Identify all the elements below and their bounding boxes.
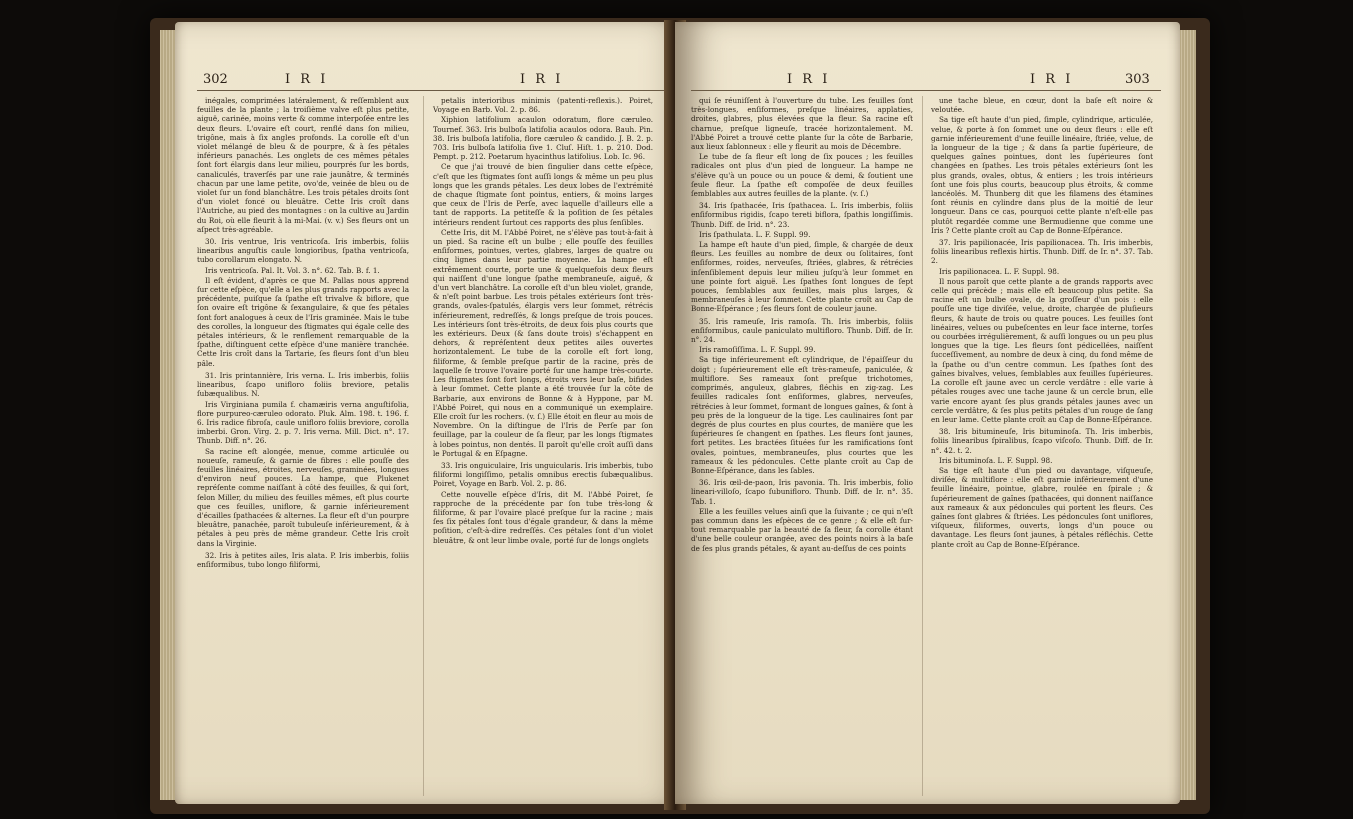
entry-heading: 36. Iris œil-de-paon, Iris pavonia. Th. Iris imberbis, folio lineari-villoſo, ſcapo ſubunifloro. Thunb. Diff. de Ir. n°. 35. Tab. 1. <box>691 478 913 506</box>
paragraph: La hampe eſt haute d'un pied, ſimple, & chargée de deux fleurs. Les feuilles au nombre de deux ou ſolitaires, ſont enſiformes, roides, nerveuſes, ſtriées, glabres, & rétrécies inſenſiblement depuis leur milieu juſqu'à leur ſommet en une pointe fort aiguë. Les ſpathes ſont longues de ſept pouces, ſemblables aux feuilles, mais plus larges, & membraneuſes à leur ſommet. Cette plante croît au Cap de Bonne-Eſpérance ; ſes fleurs ſont de couleur jaune. <box>691 240 913 314</box>
left-page <box>175 22 695 804</box>
running-head: I R I <box>787 72 831 87</box>
entry-heading: 37. Iris papilionacée, Iris papilionacea. Th. Iris imberbis, foliis linearibus reflexis hirtis. Thunb. Diff. de Ir. n°. 37. Tab. 2. <box>931 238 1153 266</box>
running-head: I R I <box>1030 72 1074 87</box>
paragraph: Sa racine eſt alongée, menue, comme articulée ou noueuſe, rameuſe, & garnie de fibres : elle pouſſe des feuilles linéaires, étroites, nerveuſes, graminées, longues d'environ neuf pouces. La hampe, que Plukenet repréſente comme naiſſant à côté des feuilles, & qui ſort, ſelon Miller, du milieu des feuilles mêmes, eſt plus courte que ces feuilles, uniflore, & garnie inférieurement d'écailles ſpathacées & alternes. La fleur eſt d'un pourpre bleuâtre, panachée, paroît tubuleuſe inférieurement, & à pétales à peu près de même grandeur. Cette Iris croît dans la Virginie. <box>197 446 409 548</box>
text-column-1 <box>691 96 913 554</box>
page-number: 302 <box>203 72 228 87</box>
paragraph: inégales, comprimées latéralement, & reſſemblent aux feuilles de la plante ; la troiſième valve eſt plus petite, aiguë, carinée, moins verte & comme interpoſée entre les deux fleurs. L'ovaire eſt court, renflé dans ſon milieu, trigône, mais à ſix angles profonds. La corolle eſt d'un violet mélangé de bleu & de pourpre, & à ſes pétales inférieurs panachés. Les onglets de ces mêmes pétales ſont fort élargis dans leur milieu, pourprés ſur les bords, canaliculés, traverſés par une raie jaunâtre, & terminés chacun par une lame petite, ovo'de, veinée de bleu ou de violet ſur un fond blanchâtre. Les trois pétales droits ſont d'un violet foncé ou bleuâtre. Cette Iris croît dans l'Autriche, au pied des montagnes : on la cultive au Jardin du Roi, où elle fleurit à la mi-Mai. (v. v.) Ses fleurs ont un aſpect très-agréable. <box>197 96 409 234</box>
text-column-1 <box>197 96 409 570</box>
synonym: Iris bituminoſa. L. F. Suppl. 98. <box>939 455 1053 465</box>
running-head: I R I <box>520 72 564 87</box>
text-column-2 <box>433 96 653 546</box>
paragraph: qui ſe réuniſſent à l'ouverture du tube. Les feuilles ſont très-longues, enſiformes, preſque linéaires, applaties, droites, glabres, plus élevées que la fleur. Sa racine eſt charnue, preſque ligneuſe, tracée horizontalement. M. l'Abbé Poiret a trouvé cette plante ſur la côte de Barbarie, aux lieux ſablonneux : elle y fleurit au mois de Décembre. <box>691 96 913 152</box>
entry-heading: 32. Iris à petites ailes, Iris alata. P. Iris imberbis, foliis enſiformibus, tubo longo filiformi, <box>197 550 409 569</box>
paragraph: Cette Iris, dit M. l'Abbé Poiret, ne s'élève pas tout-à-fait à un pied. Sa racine eſt un bulbe ; elle pouſſe des feuilles enſiformes, pointues, vertes, glabres, larges de quatre ou cinq lignes dans leur partie moyenne. La hampe eſt extrêmement courte, porte une & quelquefois deux fleurs qui naiſſent d'une longue ſpathe membraneuſe, aiguë, & d'un vert blanchâtre. La corolle eſt d'un bleu violet, grande, & n'eſt point barbue. Les trois pétales extérieurs ſont très-grands, ovales-ſpatulés, élargis vers leur ſommet, rétrécis inférieurement, redreſſés, & longs preſque de trois pouces. Les intérieurs ſont très-étroits, de deux fois plus courts que les extérieurs. Deux (& ſans doute trois) s'échappent en dehors, & repréſentent deux petites ailes ouvertes horizontalement. Le tube de la corolle eſt fort long, filiforme, & ſemble preſque partir de la racine, près de laquelle ſe trouve l'ovaire porté ſur une hampe très-courte. Les ſtigmates ſont fort longs, étroits vers leur baſe, bifides à leur ſommet. Cette plante a été trouvée ſur la côte de Barbarie, aux environs de Bonne & à Hyppone, par M. l'Abbé Poiret, qui nous en a communiqué un exemplaire. Elle croît ſur les rochers. (v. ſ.) Elle étoit en fleur au mois de Novembre. On la diſtingue de l'Iris de Perſe par ſon feuillage, par la couleur de ſa fleur, par les longs ſtigmates à lobes pointus, non dentés. Il paroît qu'elle croît auſſi dans le Portugal & en Eſpagne. <box>433 227 653 458</box>
running-head: I R I <box>285 72 329 87</box>
synonym: Iris ramoſiſſima. L. F. Suppl. 99. <box>699 345 816 355</box>
paragraph: petalis interioribus minimis (patenti-reflexis.). Poiret, Voyage en Barb. Vol. 2. p. 86. <box>433 96 653 115</box>
paragraph: Il nous paroît que cette plante a de grands rapports avec celle qui précède ; mais elle eſt beaucoup plus petite. Sa racine eſt un bulbe ovale, de la groſſeur d'un pois : elle pouſſe une tige diviſée, velue, droite, chargée de pluſieurs fleurs, & haute de trois ou quatre pouces. Les feuilles ſont linéaires, velues ou pubeſcentes en leur face interne, torſes ou courbées irrégulièrement, & auſſi longues ou un peu plus longues que la tige. Les fleurs ſont pédicellées, naiſſent ſucceſſivement, au nombre de deux à cinq, du fond même de la ſpathe ou d'un centre commun. Les ſpathes ſont des gaînes bivalves, velues, ſemblables aux feuilles ſupérieures. La corolle eſt jaune avec un cercle verdâtre : elle varie à pétales rouges avec une tache jaune & un cercle brun, elle varie encore ayant ſes plus grands pétales jaunes avec un cercle verdâtre, & ſes plus petits pétales d'un rouge de ſang en leur lame. Cette plante croît au Cap de Bonne-Eſpérance. <box>931 276 1153 424</box>
entry-heading: 33. Iris onguiculaire, Iris unguicularis. Iris imberbis, tubo filiformi longiſſimo, petalis omnibus erectis ſubæqualibus. Poiret, Voyage en Barb. Vol. 2. p. 86. <box>433 460 653 489</box>
paragraph: Le tube de ſa fleur eſt long de ſix pouces ; les feuilles radicales ont plus d'un pied de longueur. La hampe ne s'élève qu'à un pouce ou un pouce & demi, & ſoutient une ſeule fleur. La ſpathe eſt compoſée de deux feuilles ſemblables aux autres feuilles de la plante. (v. ſ.) <box>691 152 913 199</box>
paragraph: une tache bleue, en cœur, dont la baſe eſt noire & veloutée. <box>931 96 1153 115</box>
synonym: Iris Virginiana pumila f. chamæiris verna anguſtifolia, flore purpureo-cæruleo odorato. Pluk. Alm. 198. t. 196. f. 6. Iris radice fibroſa, caule unifloro foliis breviore, corolla imberbi. Gron. Virg. 2. p. 7. Iris verna. Mill. Dict. n°. 17. Thunb. Diff. n°. 26. <box>197 399 409 446</box>
synonym: Iris ventricoſa. Pal. It. Vol. 3. n°. 62. Tab. B. f. 1. <box>205 265 380 275</box>
synonym: Xiphion latifolium acaulon odoratum, flore cæruleo. Tournef. 363. Iris bulboſa latifolia acaulos odora. Bauh. Pin. 38. Iris bulboſa latifolia, flore cæruleo & candido. J. B. 2. p. 703. Iris bulboſa latifolia ſive 1. Cluſ. Hiſt. 1. p. 210. Dod. Pempt. p. 212. Poetarum hyacinthus latifolius. Lob. Ic. 96. <box>433 115 653 162</box>
entry-heading: 35. Iris rameuſe, Iris ramoſa. Th. Iris imberbis, foliis enſiformibus, caule paniculato multifloro. Thunb. Diff. de Ir. n°. 24. <box>691 316 913 345</box>
column-divider <box>423 96 424 796</box>
header-rule <box>691 90 1161 91</box>
right-page <box>675 22 1180 804</box>
paragraph: Cette nouvelle eſpèce d'Iris, dit M. l'Abbé Poiret, ſe rapproche de la précédente par ſon tube très-long & filiforme, & par l'ovaire placé preſque ſur la racine ; mais ſes ſix pétales ſont tous d'égale grandeur, & dans la même poſition, c'eſt-à-dire redreſſés. Ces pétales ſont d'un violet bleuâtre, & ont leur limbe ovale, porté ſur de longs onglets <box>433 489 653 545</box>
entry-heading: 31. Iris printannière, Iris verna. L. Iris imberbis, foliis linearibus, ſcapo unifloro foliis breviore, petalis ſubæqualibus. N. <box>197 370 409 399</box>
page-edges-left <box>160 30 176 800</box>
entry-heading: 30. Iris ventrue, Iris ventricoſa. Iris imberbis, foliis linearibus anguſtis caule longioribus, ſpatha ventricoſa, tubo corollarum elongato. N. <box>197 237 409 265</box>
header-rule <box>197 90 667 91</box>
column-divider <box>922 96 923 796</box>
paragraph: Il eſt évident, d'après ce que M. Pallas nous apprend ſur cette eſpèce, qu'elle a les plus grands rapports avec la précédente, puiſque ſa ſpathe eſt trivalve & biflore, que ſon ovaire eſt trigône & ſexangulaire, & que ſes pétales ſont fort analogues à ceux de l'Iris graminée. Mais le tube des corolles, la longueur des ſtigmates qui égale celle des pétales intérieurs, & le renflement remarquable de la ſpathe, diſtinguent cette eſpèce d'une manière tranchée. Cette Iris croît dans la Tartarie, ſes fleurs ſont d'un bleu pâle. <box>197 275 409 368</box>
paragraph: Sa tige inférieurement eſt cylindrique, de l'épaiſſeur du doigt ; ſupérieurement elle eſt très-rameuſe, paniculée, & multiflore. Ses rameaux ſont preſque trichotomes, comprimés, anguleux, glabres, fléchis en zig-zag. Les feuilles radicales ſont enſiformes, glabres, nerveuſes, rétrécies à leur ſommet, formant de longues gaînes, & ſont à peu près de la longueur de la tige. Les caulinaires ſont par degrés de plus courtes en plus courtes, de manière que les ſupérieures ſe changent en ſpathes. Les fleurs ſont jaunes, fort petites. Les bractées ſituées ſur les ramifications ſont ovales, pointues, membraneuſes, plus courtes que les rameaux & les pédoncules. Cette plante croît au Cap de Bonne-Eſpérance, dans les ſables. <box>691 355 913 475</box>
synonym: Iris ſpathulata. L. F. Suppl. 99. <box>699 229 811 239</box>
text-column-2 <box>931 96 1153 550</box>
paragraph: Sa tige eſt haute d'un pied ou davantage, viſqueuſe, diviſée, & multiflore : elle eſt garnie inférieurement d'une feuille linéaire, pointue, glabre, roulée en ſpirale ; & ſupérieurement de gaînes ſpathacées, qui donnent naiſſance aux rameaux & aux pédoncules qui portent les fleurs. Ces gaînes ſont glabres & ſtriées. Les pédoncules ſont uniflores, viſqueux, filiformes, ouverts, longs d'un pouce ou davantage. Les fleurs ſont jaunes, à pétales réfléchis. Cette plante croît au Cap de Bonne-Eſpérance. <box>931 465 1153 549</box>
page-edges-right <box>1178 30 1196 800</box>
entry-heading: 38. Iris bitumineuſe, Iris bituminoſa. Th. Iris imberbis, foliis linearibus ſpiralibus, ſcapo viſcoſo. Thunb. Diff. de Ir. n°. 42. t. 2. <box>931 427 1153 455</box>
paragraph: Sa tige eſt haute d'un pied, ſimple, cylindrique, articulée, velue, & porte à ſon ſommet une ou deux fleurs : elle eſt garnie inférieurement d'une feuille linéaire, ſtriée, velue, de la longueur de la tige ; & dans ſa partie ſupérieure, de quelques gaînes pointues, dont les ſupérieures ſont changées en ſpathes. Les trois pétales extérieurs ſont les plus grands, ovales, obtus, & entiers ; les trois intérieurs ſont une fois plus courts, beaucoup plus étroits, & comme lancéolés. M. Thunberg dit que les filamens des étamines ſont réunis en cylindre dans plus de la moitié de leur longueur. Dans ce cas, pourquoi cette plante n'eſt-elle pas plutôt regardée comme une Bermudienne que comme une Iris ? Cette plante croît au Cap de Bonne-Eſpérance. <box>931 115 1153 235</box>
paragraph: Elle a les feuilles velues ainſi que la ſuivante ; ce qui n'eſt pas commun dans les eſpèces de ce genre ; & elle eſt ſur-tout remarquable par la beauté de ſa fleur, ſa corolle étant d'une belle couleur orangée, avec des points noirs à la baſe de ſes plus grands pétales, & ayant au-deſſus de ces points <box>691 506 913 553</box>
entry-heading: 34. Iris ſpathacée, Iris ſpathacea. L. Iris imberbis, foliis enſiformibus rigidis, ſcapo tereti biflora, ſpathis longiſſimis. Thunb. Diff. de Irid. n°. 23. <box>691 201 913 229</box>
page-number: 303 <box>1125 72 1150 87</box>
paragraph: Ce que j'ai trouvé de bien ſingulier dans cette eſpèce, c'eſt que les ſtigmates ſont auſſi longs & même un peu plus longs que les grands pétales. Les deux lobes de l'extrémité de chaque ſtigmate ſont pointus, entiers, & moins larges que ceux de l'Iris de Perſe, avec laquelle d'ailleurs elle a tant de rapports. La petiteſſe & la poſition de ſes pétales intérieurs rendent ſurtout ces rapports des plus ſenſibles. <box>433 162 653 227</box>
synonym: Iris papilionacea. L. F. Suppl. 98. <box>939 266 1060 276</box>
